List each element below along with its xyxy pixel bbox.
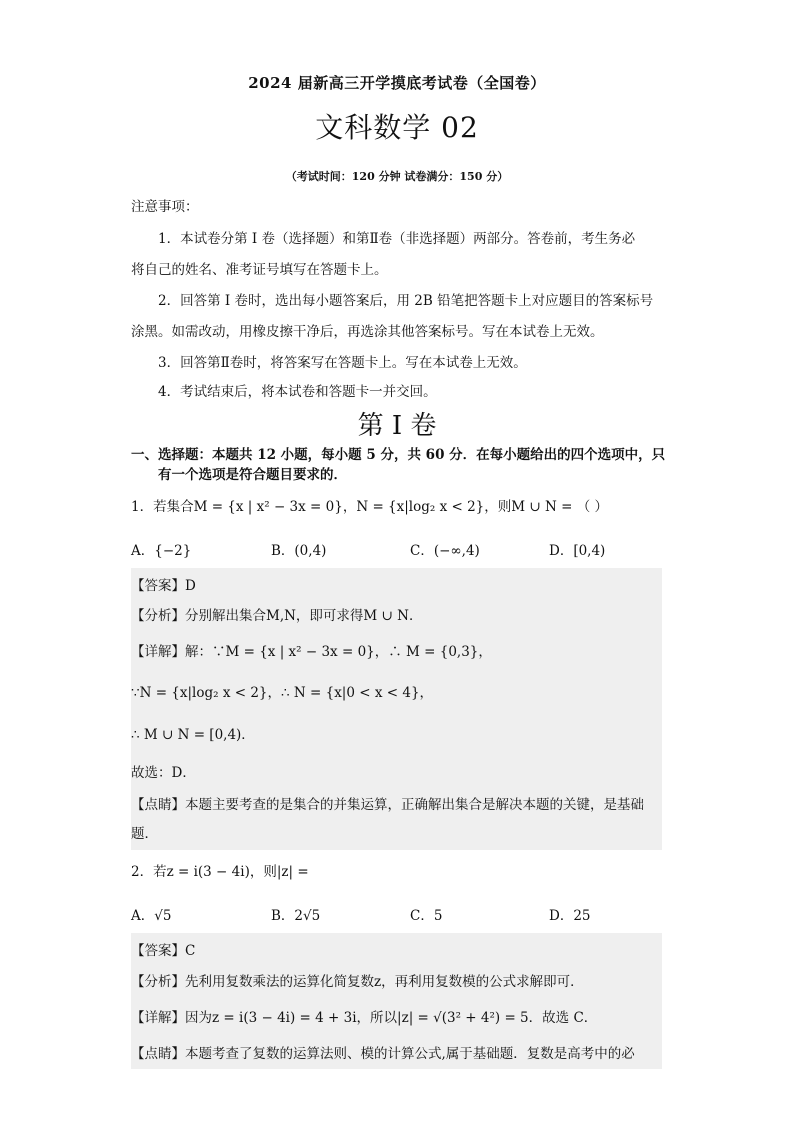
question-2-option-c: C．5 [410, 908, 443, 924]
question-2-option-d: D．25 [549, 908, 591, 924]
question-2-option-b: B．2√5 [271, 908, 321, 924]
question-1-detail-line-2: ∵N = {x|log₂ x < 2}，∴ N = {x|0 < x < 4}， [131, 685, 434, 701]
question-2-option-a: A．√5 [131, 908, 172, 924]
question-1-stem: 1．若集合M = {x | x² − 3x = 0}，N = {x|log₂ x < 2}，则M ∪ N = （ ） [131, 499, 608, 515]
section-instruction-line-1: 一、选择题：本题共 12 小题，每小题 5 分，共 60 分．在每小题给出的四个选项中，只 [131, 447, 666, 463]
question-1-option-a: A．{−2} [131, 543, 192, 559]
exam-title: 2024 届新高三开学摸底考试卷（全国卷） [248, 74, 546, 92]
section-title: 第 I 卷 [357, 411, 437, 441]
notice-item-3: 3．回答第Ⅱ卷时，将答案写在答题卡上。写在本试卷上无效。 [158, 355, 527, 371]
subject-title: 文科数学 02 [315, 111, 479, 144]
question-2-stem: 2．若z = i(3 − 4i)，则|z| = [131, 864, 309, 880]
question-2-comment: 【点睛】本题考查了复数的运算法则、模的计算公式,属于基础题．复数是高考中的必 [131, 1046, 635, 1062]
notice-item-1-line-2: 将自己的姓名、准考证号填写在答题卡上。 [131, 262, 388, 278]
question-1-option-c: C．(−∞,4) [410, 543, 480, 559]
question-1-option-d: D．[0,4) [549, 543, 606, 559]
section-instruction-line-2: 有一个选项是符合题目要求的． [158, 467, 347, 483]
question-1-detail-line-1: 【详解】解：∵M = {x | x² − 3x = 0}，∴ M = {0,3}， [131, 644, 492, 660]
question-1-answer: 【答案】D [131, 578, 196, 594]
notice-item-2-line-1: 2．回答第 I 卷时，选出每小题答案后，用 2B 铅笔把答题卡上对应题目的答案标号 [158, 293, 654, 309]
notice-item-2-line-2: 涂黑。如需改动，用橡皮擦干净后，再选涂其他答案标号。写在本试卷上无效。 [131, 324, 604, 340]
notice-item-1-line-1: 1．本试卷分第 I 卷（选择题）和第Ⅱ卷（非选择题）两部分。答卷前，考生务必 [158, 231, 636, 247]
question-2-detail: 【详解】因为z = i(3 − 4i) = 4 + 3i，所以|z| = √(3² + 4²) = 5．故选 C． [131, 1010, 598, 1026]
question-1-detail-line-3: ∴ M ∪ N = [0,4)． [131, 727, 255, 743]
exam-info: （考试时间：120 分钟 试卷满分：150 分） [285, 170, 509, 183]
notice-item-4: 4．考试结束后，将本试卷和答题卡一并交回。 [158, 384, 437, 400]
question-1-comment-line-2: 题． [131, 826, 158, 842]
question-1-comment-line-1: 【点睛】本题主要考查的是集合的并集运算，正确解出集合是解决本题的关键，是基础 [131, 797, 644, 813]
notice-heading: 注意事项： [131, 199, 199, 215]
question-1-analysis: 【分析】分别解出集合M,N，即可求得M ∪ N． [131, 608, 423, 624]
question-2-analysis: 【分析】先利用复数乘法的运算化简复数z，再利用复数模的公式求解即可． [131, 974, 584, 990]
question-2-answer: 【答案】C [131, 943, 196, 959]
question-1-option-b: B．(0,4) [271, 543, 327, 559]
question-1-choice: 故选：D． [131, 765, 196, 781]
